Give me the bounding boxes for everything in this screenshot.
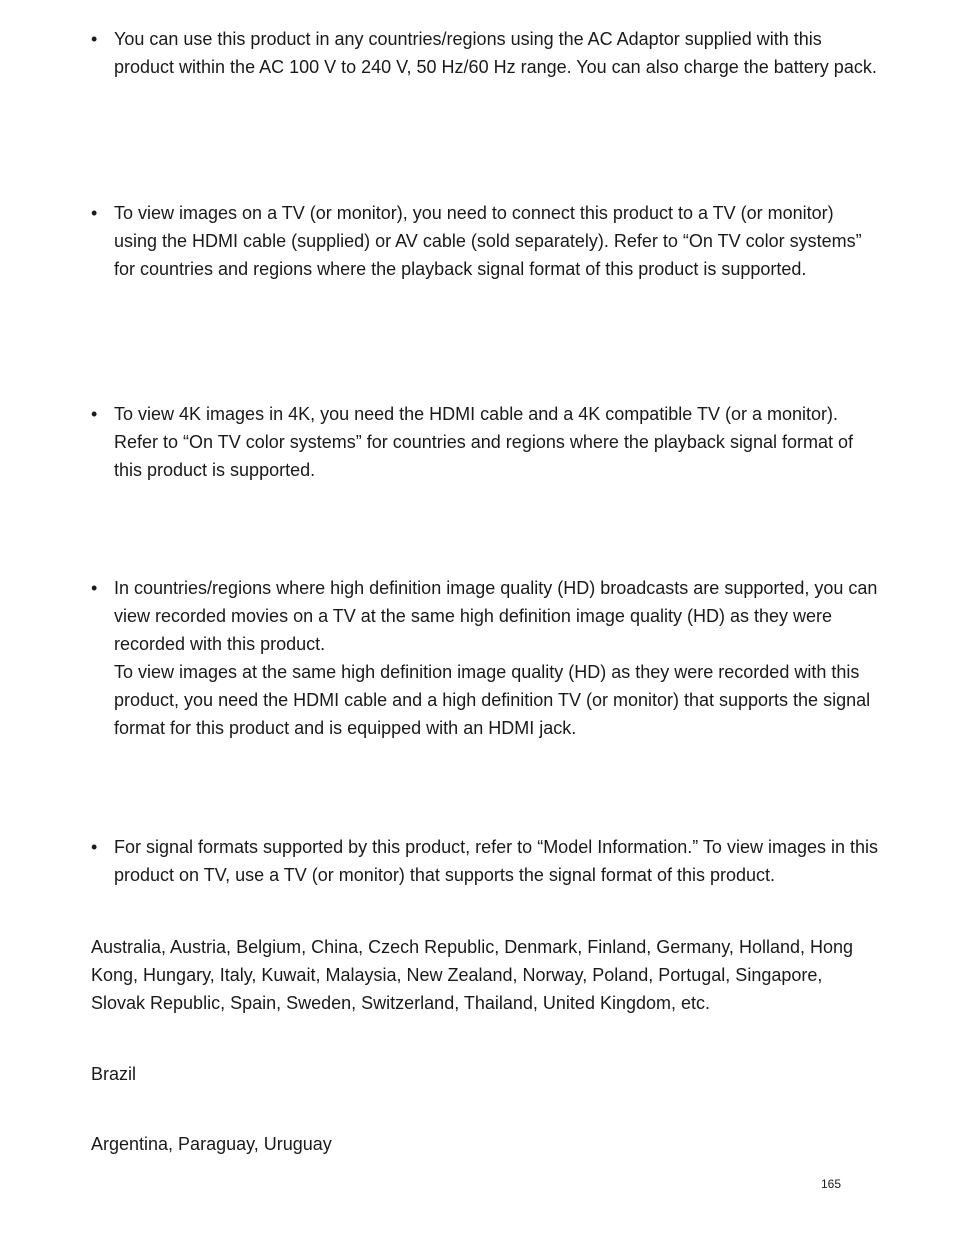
- bullet-paragraph: To view images at the same high definition image quality (HD) as they were recorded with this product, you need the HDMI cable and a high definition TV (or monitor) that supports the signal format for this product and is equipped with an HDMI jack.: [114, 662, 871, 738]
- bullet-paragraph: To view images on a TV (or monitor), you need to connect this product to a TV (or monitor) using the HDMI cable (supplied) or AV cable (sold separately). Refer to “On TV color systems” for countries and regions where the playback signal format of this product is supported.: [114, 203, 862, 279]
- bullet-paragraph: For signal formats supported by this product, refer to “Model Information.” To view images in this product on TV, use a TV (or monitor) that supports the signal format of this product.: [114, 837, 878, 885]
- bullet-paragraph: You can use this product in any countries/regions using the AC Adaptor supplied with this product within the AC 100 V to 240 V, 50 Hz/60 Hz range. You can also charge the battery pack.: [114, 29, 877, 77]
- bullet-text: [114, 199, 881, 283]
- bullet-text: [114, 25, 881, 81]
- bullet-point: •: [91, 203, 98, 223]
- bullet-point: •: [91, 578, 98, 598]
- bullet-item-hd-broadcasts: [91, 574, 881, 742]
- bullet-item-ac-adaptor: [91, 25, 881, 81]
- country-list-brazil: Brazil: [91, 1064, 137, 1084]
- bullet-item-signal-formats: [91, 833, 881, 889]
- country-list-argentina: Argentina, Paraguay, Uruguay: [91, 1134, 332, 1154]
- bullet-point: •: [91, 404, 98, 424]
- bullet-text: [114, 400, 881, 484]
- bullet-text: [114, 574, 881, 742]
- bullet-text: [114, 833, 881, 889]
- bullet-point: •: [91, 29, 98, 49]
- bullet-item-view-on-tv: [91, 199, 881, 283]
- bullet-paragraph: In countries/regions where high definition image quality (HD) broadcasts are supported, you can view recorded movies on a TV at the same high definition image quality (HD) as they were recorded with this product.: [114, 578, 878, 654]
- bullet-item-view-4k: [91, 400, 881, 484]
- bullet-paragraph: To view 4K images in 4K, you need the HDMI cable and a 4K compatible TV (or a monitor). Refer to “On TV color systems” for countries and regions where the playback signal format of this product is supported.: [114, 404, 853, 480]
- country-list-pal: Australia, Austria, Belgium, China, Czech Republic, Denmark, Finland, Germany, Holland, Hong Kong, Hungary, Italy, Kuwait, Malaysia, New Zealand, Norway, Poland, Portugal, Singapore, Slovak Republic, Spain, Sweden, Switzerland, Thailand, United Kingdom, etc.: [91, 937, 854, 1013]
- bullet-point: •: [91, 837, 98, 857]
- page-number: 165: [821, 1177, 842, 1191]
